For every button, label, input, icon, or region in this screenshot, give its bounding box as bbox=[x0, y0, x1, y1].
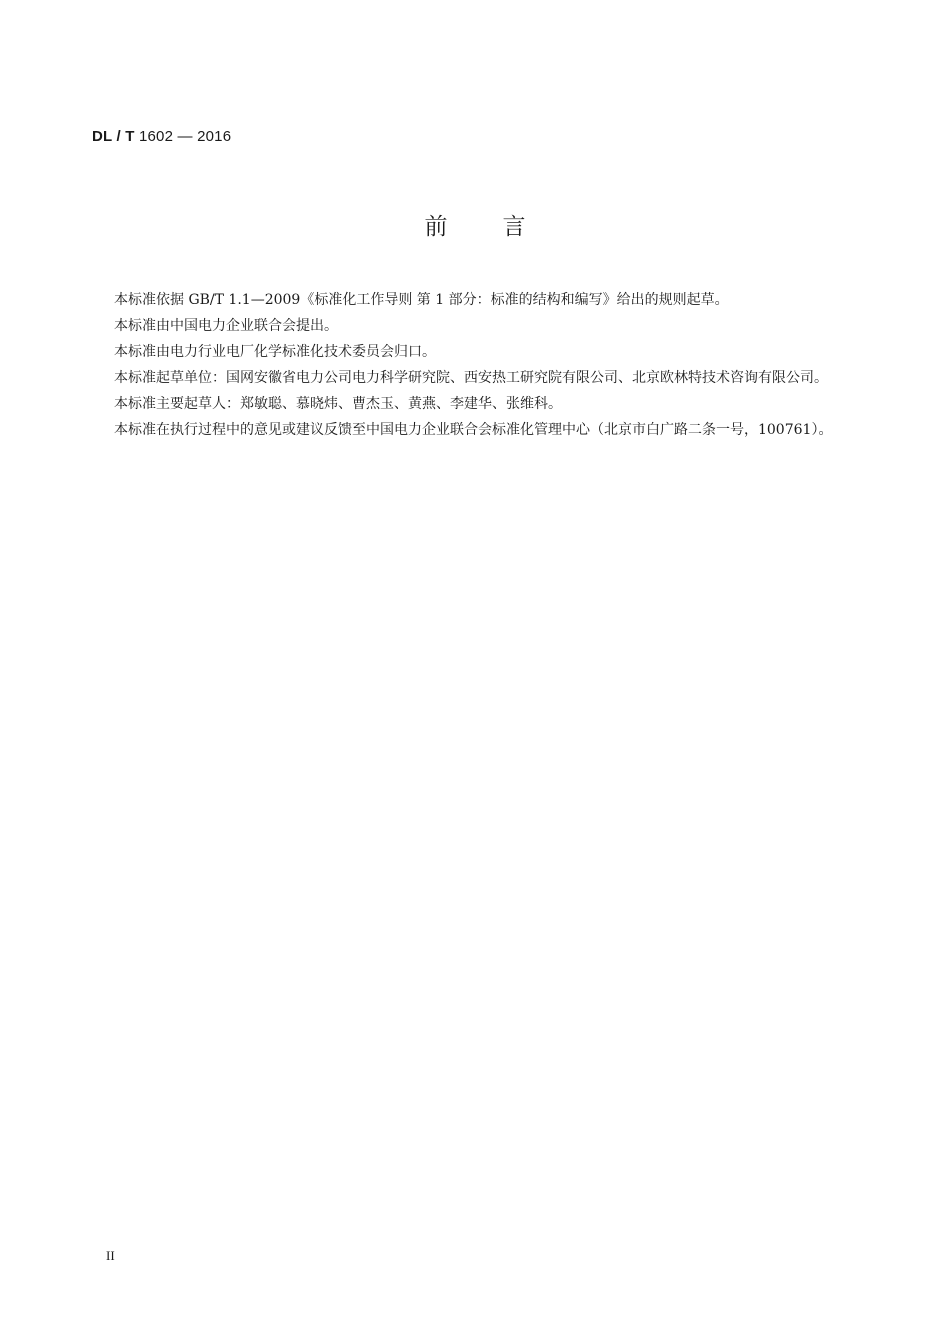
foreword-body bbox=[86, 287, 856, 443]
page-title: 前言 bbox=[424, 214, 581, 240]
paragraph-committee: 本标准由电力行业电厂化学标准化技术委员会归口。 bbox=[114, 344, 436, 360]
paragraph-feedback: 本标准在执行过程中的意见或建议反馈至中国电力企业联合会标准化管理中心（北京市白广路二条一号，100761）。 bbox=[114, 422, 833, 438]
paragraph-drafting-rules: 本标准依据 GB/T 1.1—2009《标准化工作导则 第 1 部分：标准的结构和编写》给出的规则起草。 bbox=[114, 292, 729, 308]
standard-code-prefix: DL / T bbox=[92, 128, 135, 145]
standard-code bbox=[92, 128, 231, 145]
page-number: II bbox=[106, 1248, 115, 1263]
paragraph-proposer: 本标准由中国电力企业联合会提出。 bbox=[114, 318, 338, 334]
paragraph-drafting-units: 本标准起草单位：国网安徽省电力公司电力科学研究院、西安热工研究院有限公司、北京欧林特技术咨询有限公司。 bbox=[114, 370, 828, 386]
paragraph-drafters: 本标准主要起草人：郑敏聪、慕晓炜、曹杰玉、黄燕、李建华、张维科。 bbox=[114, 396, 562, 412]
standard-code-number: 1602 — 2016 bbox=[138, 128, 232, 145]
